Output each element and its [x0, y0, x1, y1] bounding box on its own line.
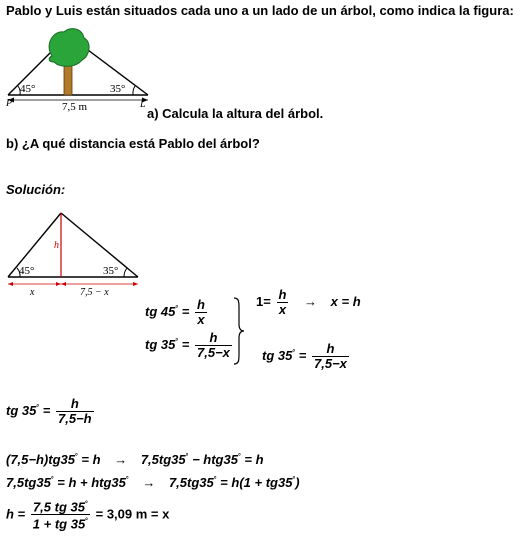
problem-statement: Pablo y Luis están situados cada uno a un lado de un árbol, como indica la figura:: [6, 3, 514, 18]
eq-final: h = $\frac{7,5 tg 35^\circ}{1 + tg 35^\circ}$ = 3,09 m = x: [6, 499, 170, 532]
angle-label-left: 45°: [20, 83, 36, 95]
arrow-rest-right: [133, 282, 138, 286]
distance-label: 7,5 m: [62, 101, 88, 113]
arrow-x-left: [8, 282, 13, 286]
question-b: b) ¿A qué distancia está Pablo del árbol?: [6, 136, 260, 151]
figure-solution-triangle: [4, 208, 144, 300]
solution-heading: Solución:: [6, 182, 66, 197]
label-h: h: [54, 240, 59, 251]
question-a: a) Calcula la altura del árbol.: [147, 106, 324, 121]
tree-trunk: [64, 64, 72, 95]
label-x: x: [30, 287, 35, 298]
eq-line-1: (7,5−h)tg35° = h → 7,5tg35° − htg35° = h: [6, 452, 264, 467]
label-luis: L: [140, 99, 146, 110]
eq-tg45: tg 45° = $\frac{h}{x}$: [145, 297, 205, 327]
system-brace: [232, 296, 246, 366]
angle-arc-right: [124, 268, 127, 277]
tree-foliage: [49, 29, 89, 67]
arrow-x-right: [56, 282, 61, 286]
figure-tree-triangle: [4, 24, 154, 116]
eq-tg35: tg 35° = $\frac{h}{7,5-x}$: [145, 330, 230, 360]
angle-label-left: 45°: [19, 265, 35, 277]
angle-label-right: 35°: [110, 83, 126, 95]
label-pablo: P: [6, 98, 13, 109]
label-rest: 7,5 − x: [80, 287, 109, 298]
eq-substituted: tg 35° = $\frac{h}{7,5-h}$: [6, 396, 92, 426]
arrow-rest-left: [61, 282, 66, 286]
right-side: [61, 213, 138, 277]
angle-arc-right: [133, 86, 135, 95]
eq-tg35-sub: tg 35° = $\frac{h}{7,5-x}$: [262, 341, 347, 371]
eq-one-equals: 1= $\frac{h}{x}$ → x = h: [256, 287, 361, 317]
eq-line-2: 7,5tg35° = h + htg35° → 7,5tg35° = h(1 + tg35°): [6, 475, 300, 490]
angle-label-right: 35°: [103, 265, 119, 277]
